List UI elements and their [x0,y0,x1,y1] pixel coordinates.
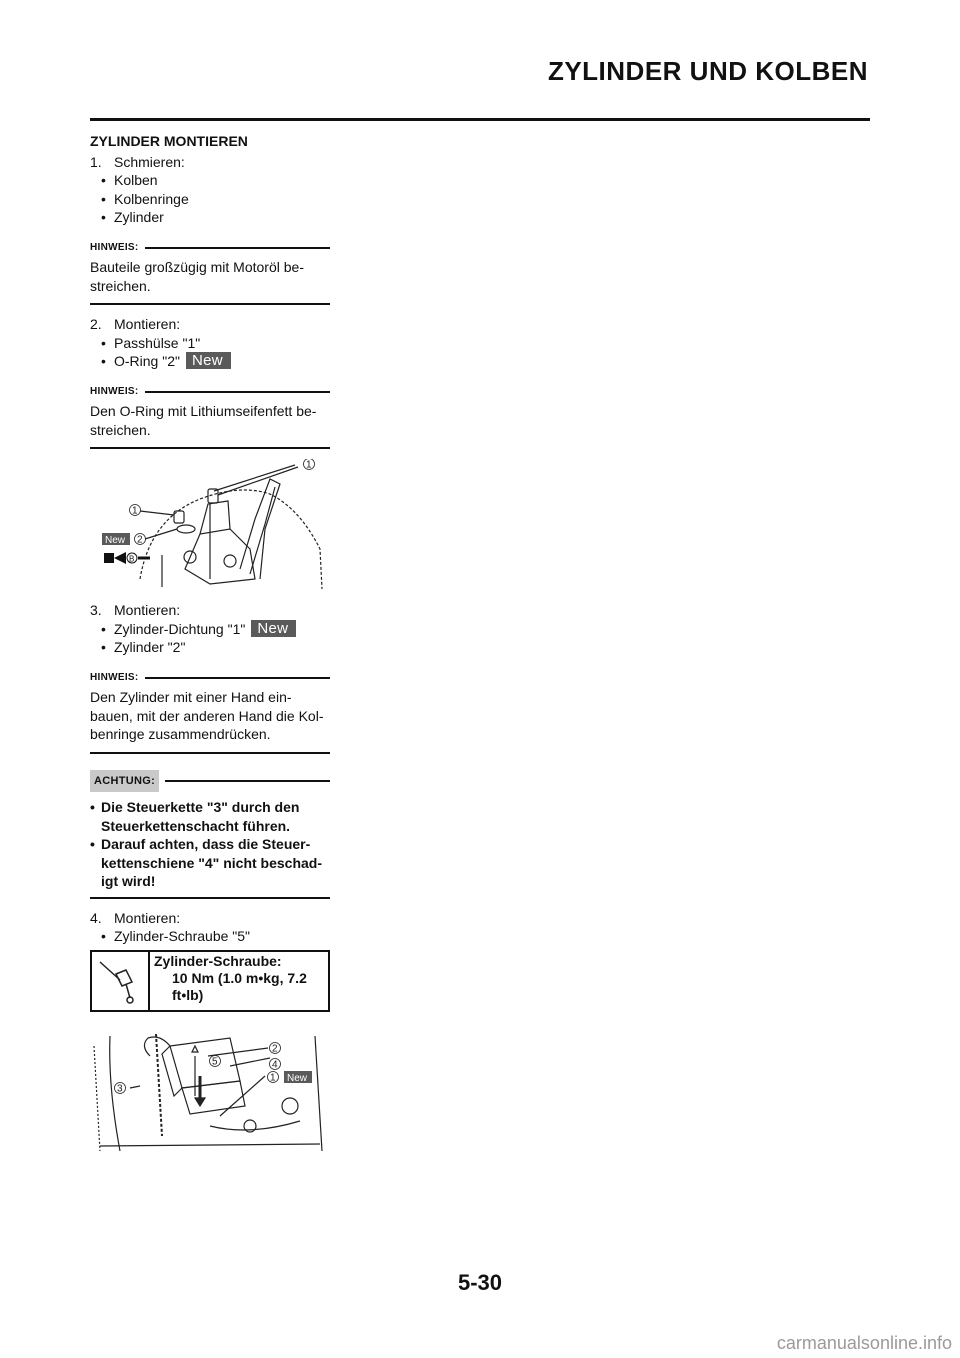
caution-rule [165,780,330,782]
crankcase-illustration [90,459,330,597]
note-rule [145,247,330,249]
header-rule [90,118,870,121]
note-text: Den O-Ring mit Lithiumseifenfett be-streichen. [90,403,317,438]
torque-wrench-icon [92,952,150,1010]
callout-4: 4 [272,1059,278,1070]
caution-item: • Die Steuerkette "3" durch den Steuerkettenschacht führen. [90,798,330,835]
step-2 [90,315,330,334]
torque-spec-text [150,952,328,1010]
figure-new-badge: New [105,535,126,546]
list-item-text: O-Ring "2" [114,353,180,369]
step-label: Montieren: [114,909,181,926]
caution-item: • Darauf achten, dass die Steuer-kettenschiene "4" nicht beschad-igt wird! [90,835,330,891]
note-bottom-rule [90,447,330,449]
list-item: • Passhülse "1" [90,334,330,353]
callout-1: 1 [270,1072,276,1083]
section-title: ZYLINDER MONTIEREN [90,133,248,149]
page-number: 5-30 [457,1270,503,1295]
page-header-title: ZYLINDER UND KOLBEN [547,56,868,86]
new-badge: New [186,352,231,369]
torque-spec-box [90,950,330,1012]
callout-3: 3 [117,1083,123,1094]
callout-2: 2 [272,1043,278,1054]
note-label: HINWEIS: [90,385,139,397]
list-item: • Zylinder-Schraube "5" [90,927,330,946]
caution-label: ACHTUNG: [90,770,159,793]
new-badge: New [251,620,296,637]
figure-crankcase-dowel [90,459,330,597]
cylinder-illustration [90,1026,330,1156]
step-1-items [90,171,330,227]
list-item: • Kolbenringe [90,190,330,209]
caution-items [90,798,330,891]
list-item: • Kolben [90,171,330,190]
note-text: Den Zylinder mit einer Hand ein-bauen, mit der anderen Hand die Kol-benringe zusammendrücken. [90,689,324,742]
figure-new-badge: New [287,1072,308,1084]
content-column [90,128,330,1156]
list-item: • Zylinder [90,208,330,227]
note-rule [145,391,330,393]
caution-header [90,770,330,793]
note-label: HINWEIS: [90,241,139,253]
list-item: • Zylinder "2" [90,638,330,657]
note-2 [90,383,330,450]
callout-2: 2 [137,534,143,546]
note-rule [145,677,330,679]
note-bottom-rule [90,303,330,305]
step-number: 1. [90,153,102,170]
note-1 [90,239,330,306]
note-text: Bauteile großzügig mit Motoröl be-streichen. [90,259,304,294]
step-label: Montieren: [114,316,181,332]
list-item-text: Zylinder-Dichtung "1" [114,620,246,637]
list-item [90,352,330,371]
step-number: 2. [90,316,102,332]
grease-icon [104,552,150,564]
step-4 [90,909,330,928]
callout-1-left: 1 [132,505,138,517]
step-3-items [90,620,330,657]
caution-bottom-rule [90,897,330,899]
list-item [90,620,330,639]
note-bottom-rule [90,752,330,754]
spec-value: 10 Nm (1.0 m•kg, 7.2 ft•lb) [172,969,307,1003]
step-4-items [90,927,330,946]
footer-watermark: carmanualsonline.info [776,1333,952,1353]
step-1 [90,153,330,172]
figure-cylinder-install [90,1026,330,1156]
step-label: Montieren: [114,602,181,618]
spec-name: Zylinder-Schraube: [154,952,282,969]
note-3 [90,669,330,754]
step-label: Schmieren: [114,153,185,170]
callout-1-top: 1 [306,459,312,471]
grease-mark-letter: B [129,554,135,564]
step-3 [90,601,330,620]
callout-5: 5 [212,1056,218,1067]
step-2-items [90,334,330,371]
step-number: 4. [90,909,102,926]
note-label: HINWEIS: [90,671,139,683]
step-number: 3. [90,602,102,618]
